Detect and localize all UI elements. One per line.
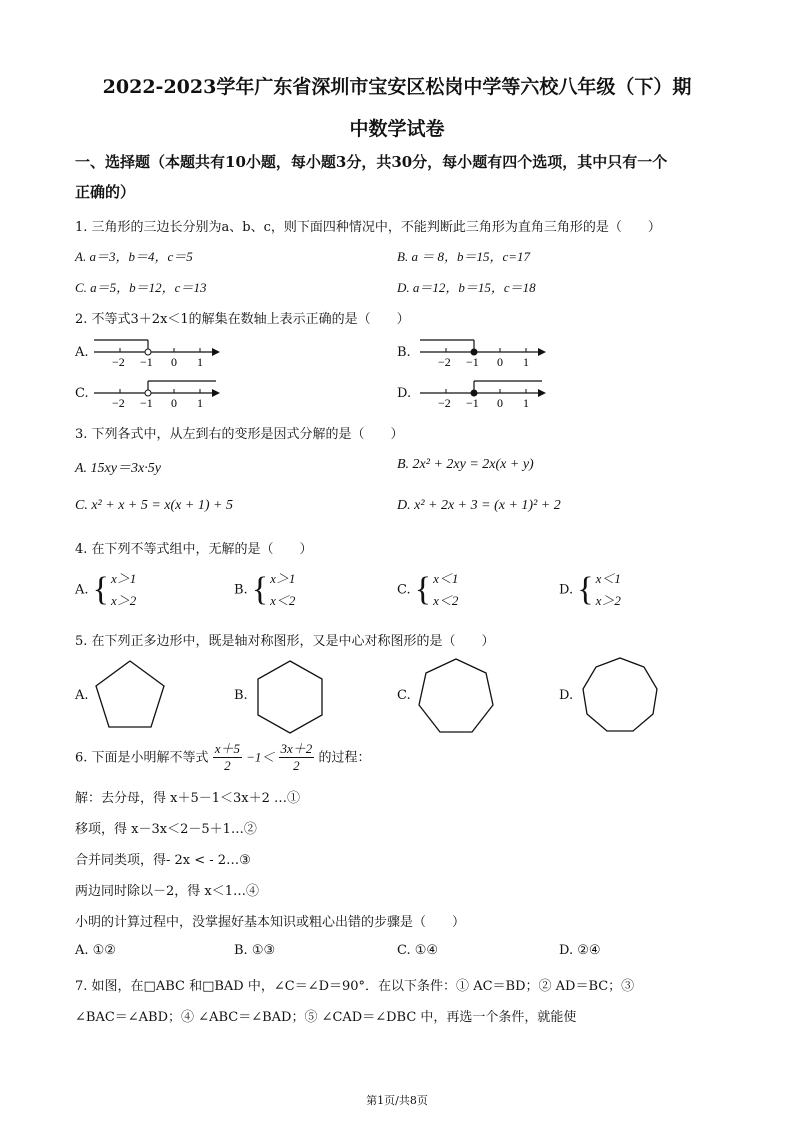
tick-label: −2	[438, 396, 451, 410]
q5-option-a: A.	[75, 688, 89, 703]
q3-option-b: B. 2x² + 2xy = 2x(x + y)	[397, 457, 534, 472]
q2-option-c: C.	[75, 386, 89, 401]
tick-label: 0	[497, 396, 503, 410]
q6-stem: 6. 下面是小明解不等式 $\frac{x+5}{2}$ −1＜ $\frac{3x+2}{2}$ 的过程：	[75, 738, 370, 774]
q6-step1: 解：去分母，得 x＋5－1＜3x＋2 …①	[75, 791, 301, 806]
tick-label: 0	[497, 355, 503, 369]
tick-label: −2	[438, 355, 451, 369]
q4-option-d: D. { x＜1 x＞2	[559, 571, 621, 608]
section-heading-line2: 正确的）	[75, 183, 136, 201]
tick-label: −1	[140, 396, 153, 410]
q6-option-d: D. ②④	[559, 943, 601, 958]
q2-option-b: B.	[397, 345, 411, 360]
q1-option-d: D. a＝12，b＝15，c＝18	[397, 280, 536, 295]
q3-option-a: A. 15xy＝3x·5y	[75, 461, 161, 476]
q6-step3: 合并同类项，得- 2x < - 2…③	[75, 853, 251, 868]
q3-option-c: C. x² + x + 5 = x(x + 1) + 5	[75, 498, 233, 513]
page-number: 第1页/共8页	[366, 1094, 428, 1107]
q6-step4: 两边同时除以－2，得 x＜1…④	[75, 884, 260, 899]
q3-stem: 3. 下列各式中，从左到右的变形是因式分解的是（ ）	[75, 427, 404, 442]
pentagon-figure	[90, 655, 170, 735]
q7-line1: 7. 如图，在□ABC 和□BAD 中，∠C＝∠D＝90°．在以下条件：① AC＝BD；② AD＝BC；③	[75, 979, 635, 994]
q1-option-a: A. a＝3，b＝4，c＝5	[75, 249, 193, 264]
q4-option-a: A. { x＞1 x＞2	[75, 571, 137, 608]
q2-option-a: A.	[75, 345, 89, 360]
tick-label: 1	[523, 355, 529, 369]
q6-question: 小明的计算过程中，没掌握好基本知识或粗心出错的步骤是（ ）	[75, 915, 466, 930]
q4-option-c: C. { x＜1 x＜2	[397, 571, 459, 608]
page-title: 2022-2023学年广东省深圳市宝安区松岗中学等六校八年级（下）期	[102, 76, 692, 98]
q4-option-b: B. { x＞1 x＜2	[234, 571, 296, 608]
number-line-a	[92, 334, 222, 368]
fraction-2: $\frac{3x+2}{2}$	[279, 738, 315, 774]
q3-option-d: D. x² + 2x + 3 = (x + 1)² + 2	[397, 498, 561, 513]
fraction-1: $\frac{x+5}{2}$	[213, 738, 242, 774]
number-line-d	[418, 375, 548, 409]
tick-label: −1	[466, 396, 479, 410]
q1-option-c: C. a＝5，b＝12，c＝13	[75, 280, 207, 295]
q5-option-d: D.	[559, 688, 574, 703]
tick-label: −1	[140, 355, 153, 369]
q6-option-c: C. ①④	[397, 943, 439, 958]
q1-stem: 1. 三角形的三边长分别为a、b、c，则下面四种情况中，不能判断此三角形为直角三角形的是（ ）	[75, 220, 661, 235]
hexagon-figure	[252, 657, 328, 737]
q5-stem: 5. 在下列正多边形中，既是轴对称图形，又是中心对称图形的是（ ）	[75, 634, 495, 649]
nonagon-figure	[578, 654, 662, 738]
q7-line2: ∠BAC＝∠ABD；④ ∠ABC＝∠BAD；⑤ ∠CAD＝∠DBC 中，再选一个条件，就能使	[75, 1010, 577, 1025]
q2-stem: 2. 不等式3＋2x＜1的解集在数轴上表示正确的是（ ）	[75, 312, 410, 327]
tick-label: 1	[197, 396, 203, 410]
tick-label: −2	[112, 355, 125, 369]
tick-label: 1	[197, 355, 203, 369]
q6-option-b: B. ①③	[234, 943, 276, 958]
q5-option-b: B.	[234, 688, 248, 703]
q2-option-d: D.	[397, 386, 412, 401]
q5-option-c: C.	[397, 688, 411, 703]
page-title-line2: 中数学试卷	[349, 118, 445, 140]
q6-option-a: A. ①②	[75, 943, 116, 958]
section-heading: 一、选择题（本题共有10小题，每小题3分，共30分，每小题有四个选项，其中只有一个	[75, 153, 668, 171]
tick-label: 0	[171, 396, 177, 410]
tick-label: 0	[171, 355, 177, 369]
number-line-b	[418, 334, 548, 368]
tick-label: 1	[523, 396, 529, 410]
q6-step2: 移项，得 x－3x＜2－5＋1…②	[75, 822, 257, 837]
tick-label: −2	[112, 396, 125, 410]
q1-option-b: B. a ＝ 8，b＝15，c=17	[397, 249, 530, 264]
number-line-c	[92, 375, 222, 409]
q4-stem: 4. 在下列不等式组中，无解的是（ ）	[75, 542, 313, 557]
heptagon-figure	[414, 655, 498, 739]
tick-label: −1	[466, 355, 479, 369]
